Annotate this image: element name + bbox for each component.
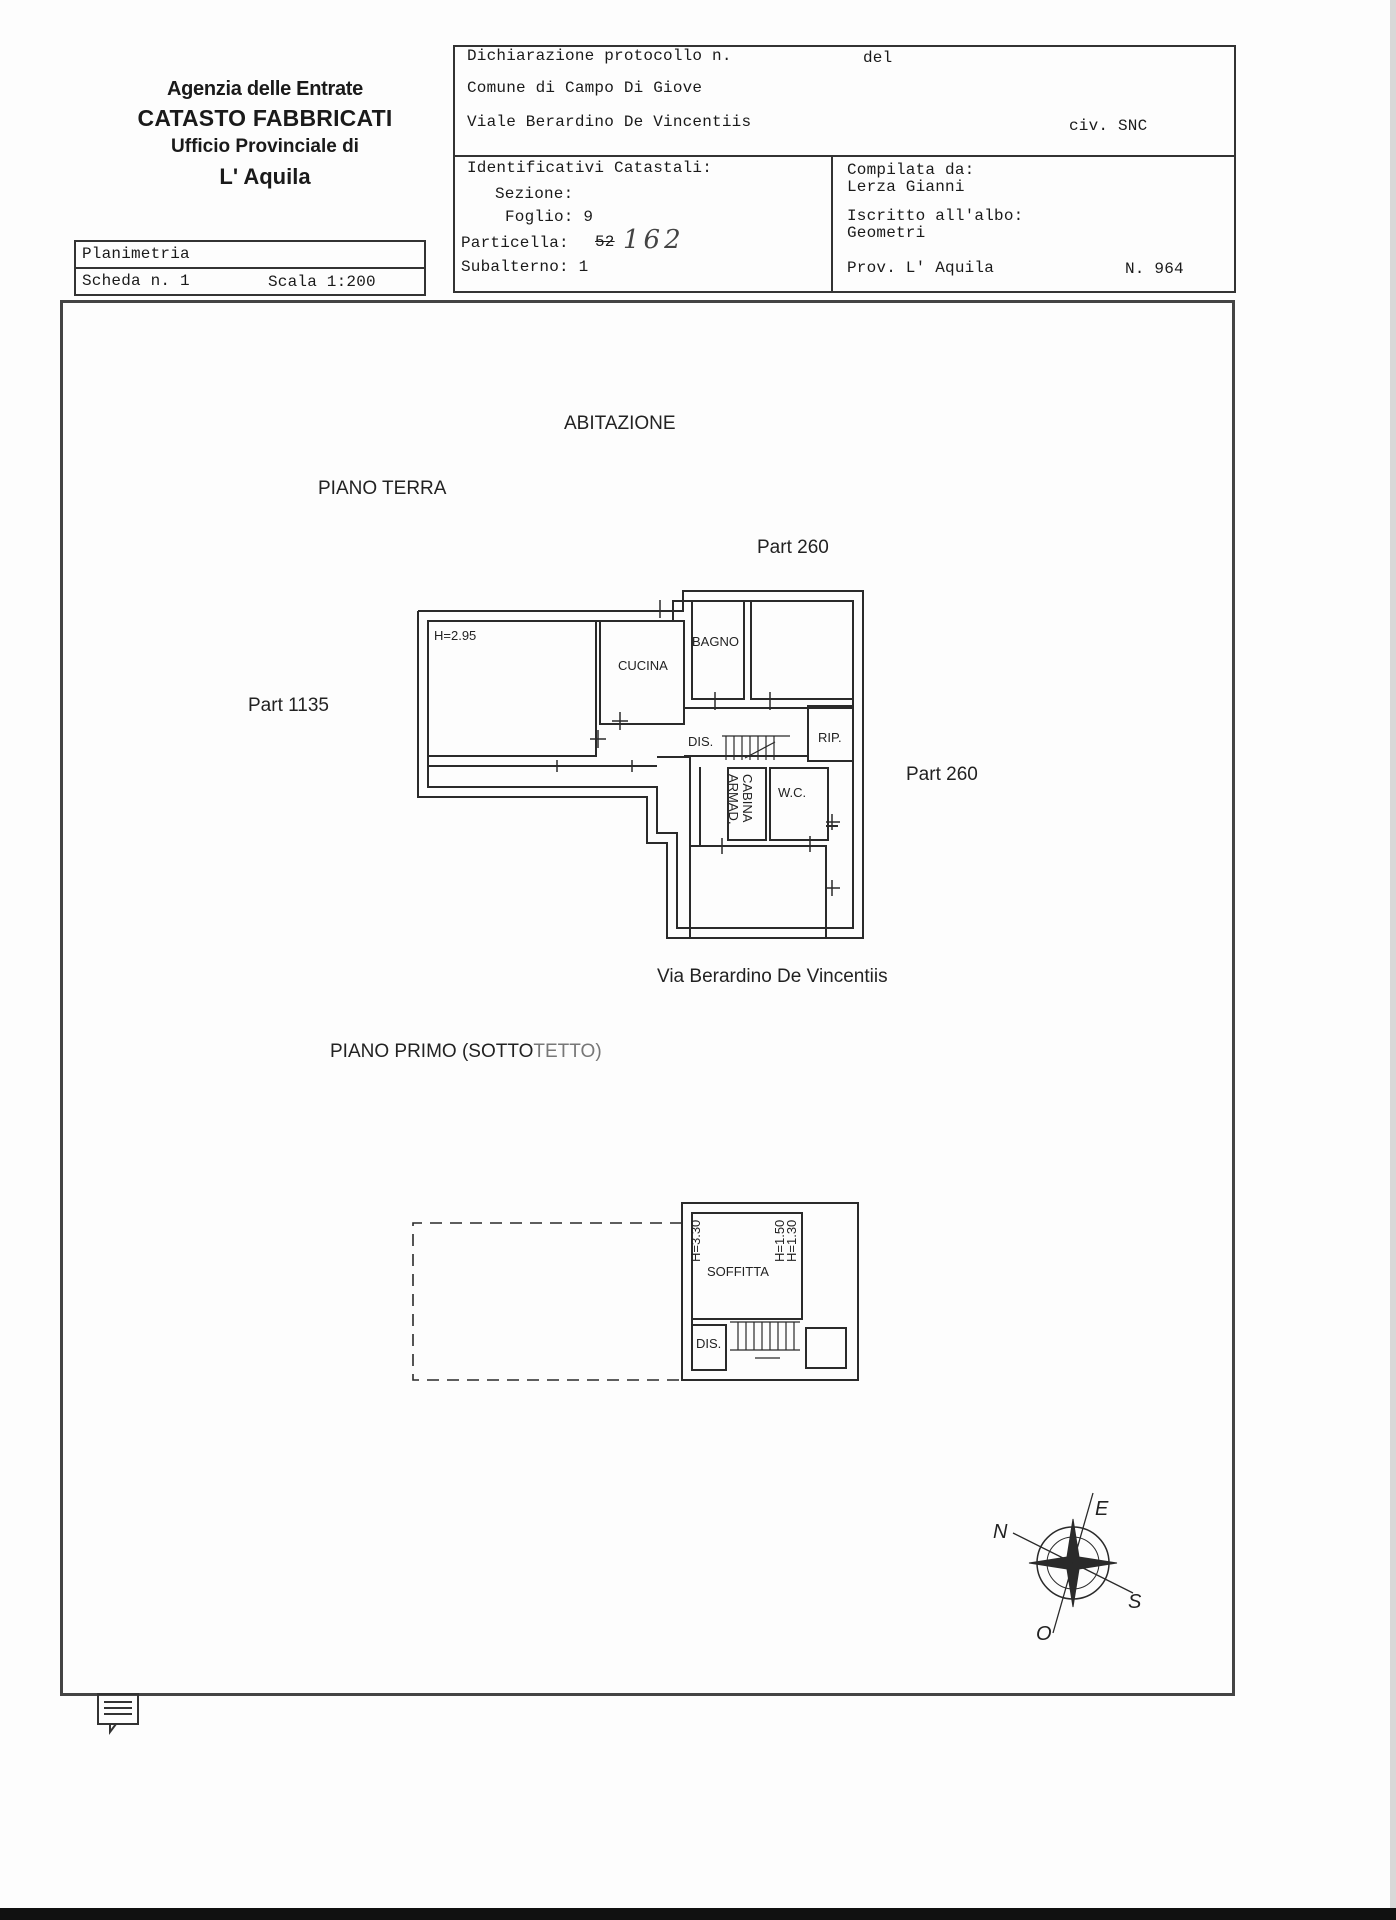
address-label: Viale Berardino De Vincentiis	[467, 113, 752, 131]
room-bagno: BAGNO	[692, 634, 739, 649]
scan-border-bottom	[0, 1908, 1396, 1920]
height-130: H=1.30	[784, 1219, 799, 1262]
scheda-number: Scheda n. 1	[82, 272, 190, 290]
ground-floor-walls	[418, 591, 863, 938]
part-1135-label: Part 1135	[248, 695, 329, 716]
part-260-top-label: Part 260	[757, 537, 829, 558]
particella-handwritten-value: 162	[623, 225, 685, 255]
room-cabina: CABINA	[740, 774, 755, 823]
height-150: H=1.50	[772, 1219, 787, 1262]
del-label: del	[863, 49, 893, 67]
catasto-title: CATASTO FABBRICATI	[137, 105, 393, 131]
agency-name: Agenzia delle Entrate	[167, 78, 363, 100]
protocollo-label: Dichiarazione protocollo n.	[467, 47, 732, 65]
foglio-label: Foglio: 9	[505, 208, 594, 226]
room-cucina: CUCINA	[618, 658, 668, 673]
part-260-right-label: Part 260	[906, 764, 978, 785]
plan-heading: ABITAZIONE	[564, 413, 676, 434]
scan-border-right	[1390, 0, 1396, 1920]
compilata-name: Lerza Gianni	[847, 178, 965, 196]
planimetria-title: Planimetria	[82, 245, 190, 263]
albo-number: N. 964	[1125, 260, 1184, 278]
room-wc: W.C.	[778, 785, 807, 800]
height-330: H=3.30	[688, 1219, 703, 1262]
particella-struck-value: 52	[595, 233, 615, 251]
compilata-title: Compilata da:	[847, 161, 975, 179]
sezione-label: Sezione:	[495, 185, 574, 203]
compass-north: N	[993, 1521, 1008, 1543]
scala-value: Scala 1:200	[268, 273, 376, 291]
iscritto-label: Iscritto all'albo:	[847, 207, 1024, 225]
subalterno-label: Subalterno: 1	[461, 258, 589, 276]
room-height-ground: H=2.95	[434, 628, 477, 643]
room-soffitta: SOFFITTA	[707, 1264, 769, 1279]
compass-east: E	[1095, 1498, 1109, 1520]
compass-south: S	[1128, 1591, 1142, 1613]
room-rip: RIP.	[818, 730, 842, 745]
room-dis: DIS.	[688, 734, 714, 749]
compass-rose	[1013, 1493, 1133, 1633]
ground-floor-label: PIANO TERRA	[318, 478, 447, 499]
civico-label: civ. SNC	[1069, 117, 1148, 135]
albo-label: Geometri	[847, 224, 926, 242]
first-floor-label-light: TETTO)	[533, 1041, 602, 1062]
provincia-label: Prov. L' Aquila	[847, 259, 995, 277]
first-floor-label-dark: PIANO PRIMO (SOTTO	[330, 1041, 534, 1062]
identificativi-title: Identificativi Catastali:	[467, 159, 713, 177]
compass-west: O	[1036, 1623, 1052, 1645]
document-stamp-icon	[96, 1692, 142, 1736]
ufficio-label: Ufficio Provinciale di	[171, 136, 359, 157]
room-dis-upper: DIS.	[696, 1336, 722, 1351]
ufficio-city: L' Aquila	[219, 164, 311, 189]
street-label: Via Berardino De Vincentiis	[657, 966, 888, 987]
room-armadio: ARMAD.	[726, 774, 741, 825]
particella-label: Particella:	[461, 234, 569, 252]
comune-label: Comune di Campo Di Giove	[467, 79, 703, 97]
